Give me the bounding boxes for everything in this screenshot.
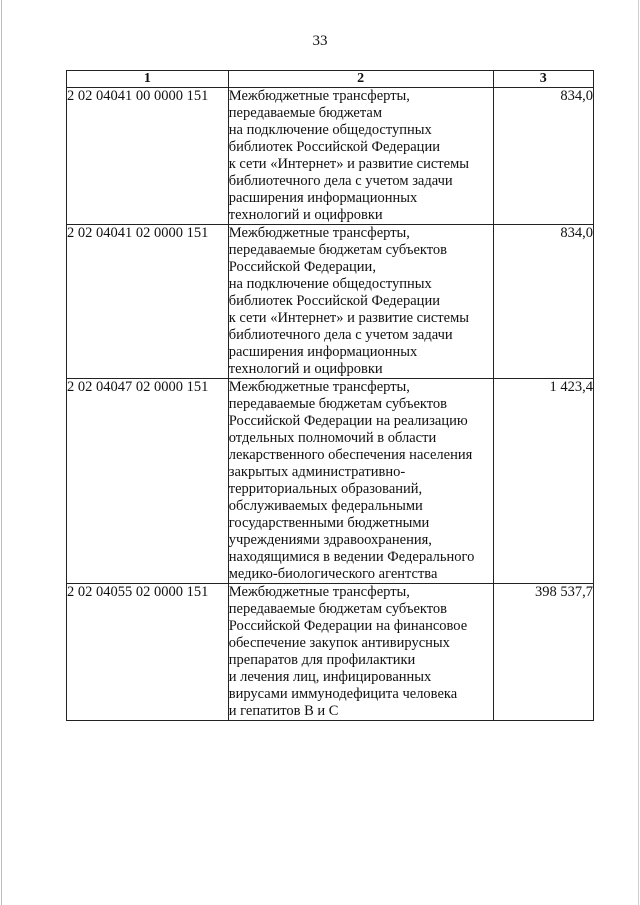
table-row xyxy=(67,584,594,721)
revenue-name-line: отдельных полномочий в области xyxy=(228,430,437,446)
revenue-name-line: государственными бюджетными xyxy=(228,515,430,531)
revenue-name-line: и гепатитов В и С xyxy=(228,703,339,719)
column-header: 1 xyxy=(67,71,229,88)
table-body xyxy=(67,88,594,721)
budget-table xyxy=(66,70,594,721)
revenue-name-line: Российской Федерации на реализацию xyxy=(228,413,468,429)
revenue-name-line: Межбюджетные трансферты, xyxy=(228,379,410,395)
revenue-name-line: обслуживаемых федеральными xyxy=(228,498,423,514)
revenue-name-line: передаваемые бюджетам субъектов xyxy=(228,601,447,617)
revenue-name-line: лекарственного обеспечения населения xyxy=(228,447,473,463)
revenue-name-line: передаваемые бюджетам xyxy=(228,105,382,121)
revenue-name-cell xyxy=(228,584,493,721)
budget-code-cell: 2 02 04041 00 0000 151 xyxy=(67,88,229,225)
table-row xyxy=(67,225,594,379)
revenue-name-line: библиотек Российской Федерации xyxy=(228,139,440,155)
revenue-name-line: закрытых административно- xyxy=(228,464,406,480)
amount-cell: 834,0 xyxy=(493,88,593,225)
revenue-name-line: расширения информационных xyxy=(228,190,418,206)
revenue-name-line: на подключение общедоступных xyxy=(228,276,432,292)
revenue-name-line: учреждениями здравоохранения, xyxy=(228,532,432,548)
amount-cell: 834,0 xyxy=(493,225,593,379)
revenue-name-line: Российской Федерации на финансовое xyxy=(228,618,468,634)
revenue-name-line: технологий и оцифровки xyxy=(228,207,383,223)
revenue-name-line: Межбюджетные трансферты, xyxy=(228,584,410,600)
revenue-name-cell xyxy=(228,225,493,379)
revenue-name-line: препаратов для профилактики xyxy=(228,652,416,668)
amount-cell: 398 537,7 xyxy=(493,584,593,721)
revenue-name-line: медико-биологического агентства xyxy=(228,566,438,582)
page-edge-left xyxy=(1,0,2,905)
revenue-name-line: технологий и оцифровки xyxy=(228,361,383,377)
column-header: 2 xyxy=(228,71,493,88)
revenue-name-line: вирусами иммунодефицита человека xyxy=(228,686,458,702)
page-number: 33 xyxy=(312,33,328,49)
revenue-name-line: расширения информационных xyxy=(228,344,418,360)
revenue-name-line: передаваемые бюджетам субъектов xyxy=(228,396,447,412)
revenue-name-line: находящимися в ведении Федерального xyxy=(228,549,475,565)
budget-code-cell: 2 02 04041 02 0000 151 xyxy=(67,225,229,379)
table-row xyxy=(67,88,594,225)
revenue-name-line: и лечения лиц, инфицированных xyxy=(228,669,432,685)
revenue-name-line: обеспечение закупок антивирусных xyxy=(228,635,450,651)
revenue-name-line: на подключение общедоступных xyxy=(228,122,432,138)
table-row xyxy=(67,379,594,584)
column-header: 3 xyxy=(493,71,593,88)
revenue-name-line: библиотечного дела с учетом задачи xyxy=(228,173,453,189)
revenue-name-line: территориальных образований, xyxy=(228,481,423,497)
revenue-name-line: к сети «Интернет» и развитие системы xyxy=(228,156,469,172)
revenue-name-cell xyxy=(228,88,493,225)
amount-cell: 1 423,4 xyxy=(493,379,593,584)
revenue-name-line: библиотечного дела с учетом задачи xyxy=(228,327,453,343)
revenue-name-cell xyxy=(228,379,493,584)
revenue-name-line: Межбюджетные трансферты, xyxy=(228,225,410,241)
revenue-name-line: библиотек Российской Федерации xyxy=(228,293,440,309)
revenue-name-line: Российской Федерации, xyxy=(228,259,376,275)
revenue-name-line: Межбюджетные трансферты, xyxy=(228,88,410,104)
table-header-row xyxy=(67,71,594,88)
page-edge-right xyxy=(638,0,639,905)
revenue-name-line: к сети «Интернет» и развитие системы xyxy=(228,310,469,326)
revenue-name-line: передаваемые бюджетам субъектов xyxy=(228,242,447,258)
budget-code-cell: 2 02 04047 02 0000 151 xyxy=(67,379,229,584)
budget-code-cell: 2 02 04055 02 0000 151 xyxy=(67,584,229,721)
